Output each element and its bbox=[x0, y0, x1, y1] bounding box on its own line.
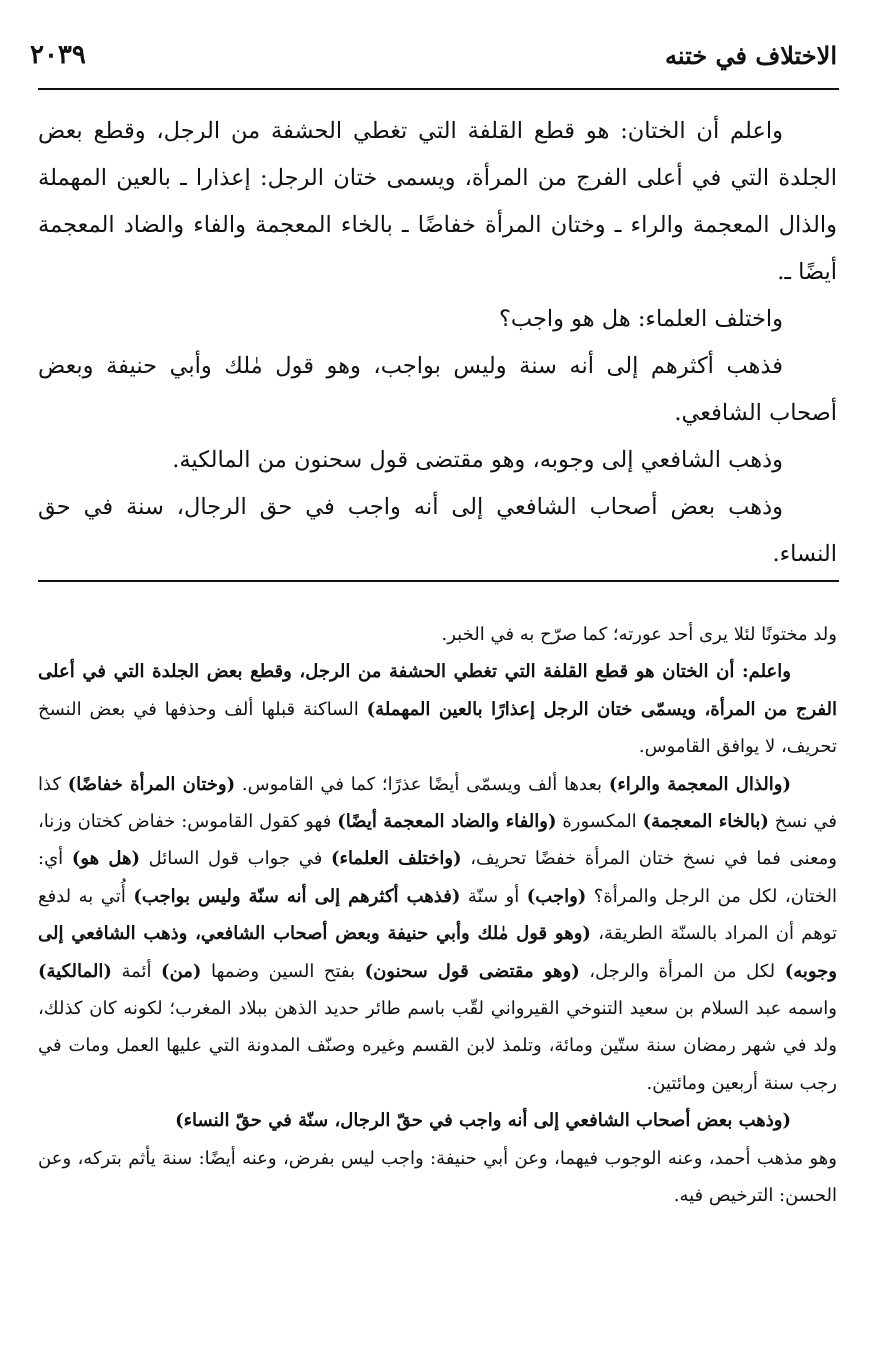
running-header bbox=[30, 30, 837, 80]
commentary-plain: أو سنّة bbox=[460, 885, 527, 907]
commentary-plain: فهو كقول القاموس: خفاض كختان وزنا، ومعنى فما في نسخ ختان المرأة خفضًا تحريف، bbox=[38, 811, 837, 870]
commentary-paragraph bbox=[38, 1102, 837, 1139]
commentary-bold: (فذهب أكثرهم إلى أنه سنّة وليس بواجب) bbox=[133, 885, 461, 907]
commentary-bold: (هل هو) bbox=[71, 848, 140, 870]
commentary-bold: (بالخاء المعجمة) bbox=[642, 811, 769, 833]
main-paragraph: واختلف العلماء: هل هو واجب؟ bbox=[498, 306, 783, 332]
main-paragraph: فذهب أكثرهم إلى أنه سنة وليس بواجب، وهو قول مٰلك وأبي حنيفة وبعض أصحاب الشافعي. bbox=[38, 353, 837, 426]
commentary-bold: واعلم: أن الختان هو قطع القلفة التي تغطي الحشفة من الرجل، وقطع بعض الجلدة التي في أعلى الفرج من المرأة، ويسمّى ختان الرجل إعذارًا بالعين المهملة) bbox=[38, 661, 837, 720]
commentary-line: ولد مختونًا لئلا يرى أحد عورته؛ كما صرّح به في الخبر. bbox=[441, 624, 837, 645]
commentary-paragraph bbox=[38, 616, 837, 653]
commentary-plain: في جواب قول السائل bbox=[140, 848, 331, 870]
commentary-plain: أي: الختان، لكل من الرجل والمرأة؟ bbox=[38, 848, 837, 907]
commentary-paragraph bbox=[38, 1140, 837, 1215]
commentary-plain: المكسورة bbox=[556, 811, 643, 833]
commentary-bold: (المالكية) bbox=[38, 960, 112, 982]
commentary-plain: بفتح السين وضمها bbox=[201, 960, 365, 982]
commentary-bold: (والذال المعجمة والراء) bbox=[608, 773, 791, 795]
commentary-bold: (واختلف العلماء) bbox=[330, 848, 462, 870]
commentary-plain: لكل من المرأة والرجل، bbox=[579, 960, 785, 982]
main-paragraph: وذهب الشافعي إلى وجوبه، وهو مقتضى قول سحنون من المالكية. bbox=[172, 447, 783, 473]
commentary-text bbox=[38, 616, 837, 1336]
commentary-bold: (من) bbox=[161, 960, 202, 982]
commentary-plain: أئمة bbox=[111, 960, 162, 982]
main-paragraph: وذهب بعض أصحاب الشافعي إلى أنه واجب في حق الرجال، سنة في حق النساء. bbox=[38, 494, 837, 567]
commentary-paragraph bbox=[38, 766, 837, 1103]
header-rule bbox=[38, 88, 839, 90]
commentary-separator bbox=[38, 580, 839, 582]
commentary-plain: كذا في نسخ bbox=[38, 773, 837, 833]
commentary-plain: وهو مذهب أحمد، وعنه الوجوب فيهما، وعن أبي حنيفة: واجب ليس بفرض، وعنه أيضًا: سنة يأثم بتركه، وعن الحسن: الترخيص فيه. bbox=[38, 1147, 837, 1207]
commentary-plain: بعدها ألف ويسمّى أيضًا عذرًا؛ كما في القاموس. bbox=[235, 773, 609, 795]
commentary-plain: واسمه عبد السلام بن سعيد التنوخي القيرواني لقّب باسم طائر حديد الذهن ببلاد المغرب؛ لكونه كان كذلك، ولد في شهر رمضان سنة ستّين ومائة، وتلمذ لابن القسم وغيره وصنّف المدونة التي عليها العمل ومات في رجب سنة أربعين ومائتين. bbox=[38, 998, 837, 1094]
main-paragraph: واعلم أن الختان: هو قطع القلفة التي تغطي الحشفة من الرجل، وقطع بعض الجلدة التي في أعلى الفرج من المرأة، ويسمى ختان الرجل: إعذارا ـ بالعين المهملة والذال المعجمة والراء ـ وختان المرأة خفاضًا ـ بالخاء المعجمة والفاء والضاد المعجمة أيضًا ـ. bbox=[38, 118, 837, 285]
commentary-bold: (والفاء والضاد المعجمة أيضًا) bbox=[337, 811, 557, 833]
commentary-plain: أُتي به لدفع توهم أن المراد بالسنّة الطريقة، bbox=[38, 885, 838, 945]
commentary-plain: الساكنة قبلها ألف وحذفها في بعض النسخ تحريف، لا يوافق القاموس. bbox=[38, 698, 837, 758]
commentary-bold: (وهو مقتضى قول سحنون) bbox=[364, 960, 580, 982]
commentary-bold: (وختان المرأة خفاضًا) bbox=[67, 773, 236, 795]
running-title: الاختلاف في ختنه bbox=[664, 40, 837, 70]
commentary-bold: (وذهب بعض أصحاب الشافعي إلى أنه واجب في حقّ الرجال، سنّة في حقّ النساء) bbox=[175, 1110, 791, 1132]
main-text bbox=[38, 108, 837, 574]
commentary-bold: (واجب) bbox=[526, 885, 587, 907]
commentary-bold: (وهو قول مٰلك وأبي حنيفة وبعض أصحاب الشافعي، وذهب الشافعي إلى وجوبه) bbox=[38, 923, 837, 982]
page-number: ٢٠٣٩ bbox=[30, 40, 86, 70]
commentary-paragraph bbox=[38, 653, 837, 765]
